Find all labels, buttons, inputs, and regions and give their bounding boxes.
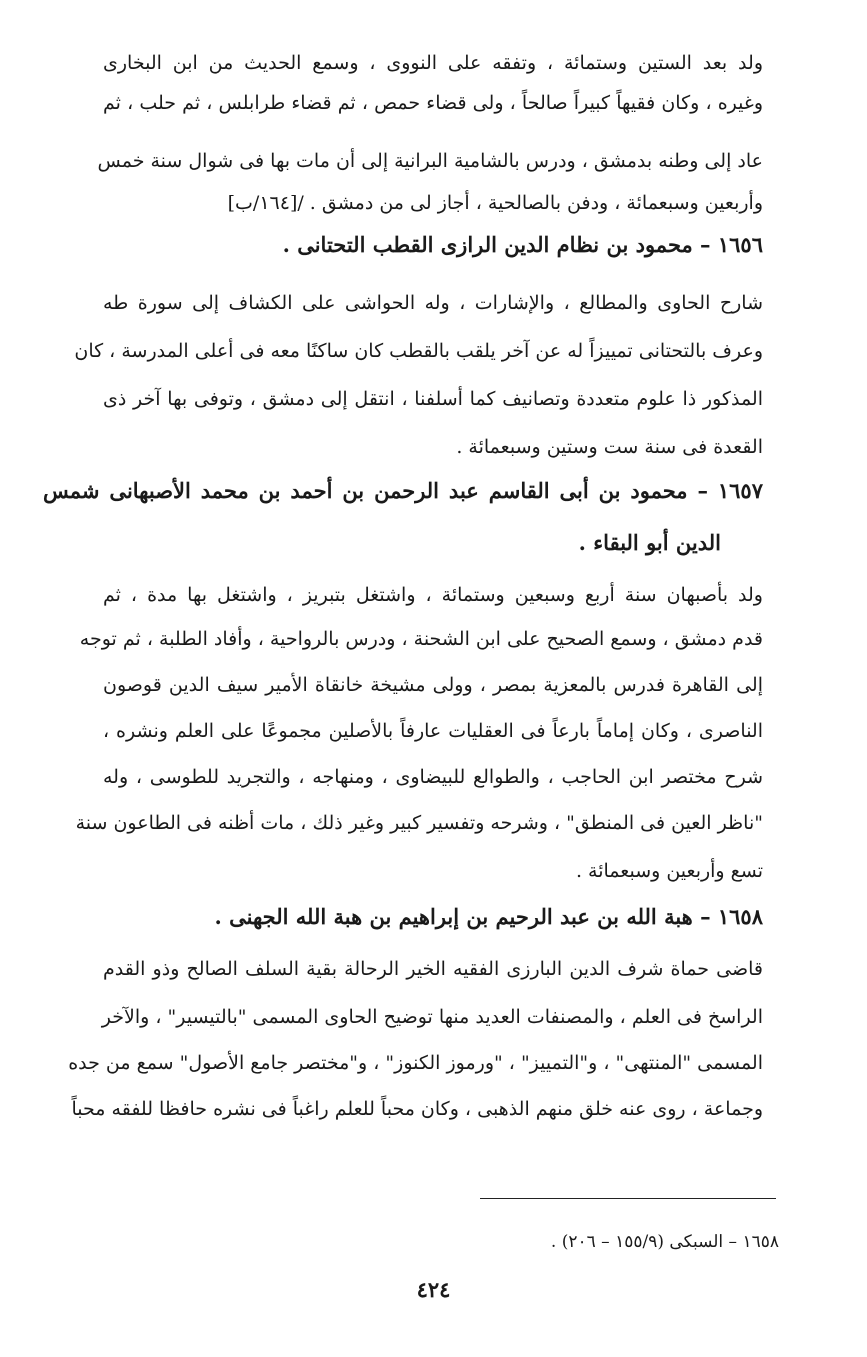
text-line: ولد بعد الستين وستمائة ، وتفقه على النووى ، وسمع الحديث من ابن البخارى — [103, 52, 763, 74]
text-line: وأربعين وسبعمائة ، ودفن بالصالحية ، أجاز لى من دمشق . /[١٦٤/ب] — [227, 192, 763, 214]
text-line: المسمى "المنتهى" ، و"التمييز" ، "ورموز الكنوز" ، و"مختصر جامع الأصول" سمع من جده — [68, 1052, 763, 1074]
text-line: وعرف بالتحتانى تمييزاً له عن آخر يلقب بالقطب كان ساكنًا معه فى أعلى المدرسة ، كان — [74, 340, 763, 362]
text-line: الراسخ فى العلم ، والمصنفات العديد منها توضيح الحاوى المسمى "بالتيسير" ، والآخر — [101, 1006, 763, 1028]
text-line: القعدة فى سنة ست وستين وسبعمائة . — [456, 436, 763, 458]
entry-heading-1658: ١٦٥٨ – هبة الله بن عبد الرحيم بن إبراهيم بن هبة الله الجهنى . — [214, 904, 763, 929]
page-number: ٤٢٤ — [416, 1277, 451, 1302]
entry-heading-1657: ١٦٥٧ – محمود بن أبى القاسم عبد الرحمن بن أحمد بن محمد الأصبهانى شمس — [43, 478, 763, 503]
text-line: الناصرى ، وكان إماماً بارعاً فى العقليات عارفاً بالأصلين مجموعًا على العلم ونشره ، — [103, 720, 763, 742]
text-line: تسع وأربعين وسبعمائة . — [575, 860, 763, 882]
text-line: وجماعة ، روى عنه خلق منهم الذهبى ، وكان محباً للعلم راغباً فى نشره حافظا للفقه محباً — [71, 1098, 763, 1120]
text-line: ولد بأصبهان سنة أربع وسبعين وستمائة ، واشتغل بتبريز ، واشتغل بها مدة ، ثم — [103, 584, 763, 606]
footnote-rule — [480, 1198, 776, 1199]
footnote: ١٦٥٨ – السبكى (١٥٥/٩ – ٢٠٦) . — [550, 1232, 779, 1252]
text-line: قاضى حماة شرف الدين البارزى الفقيه الخير الرحالة بقية السلف الصالح وذو القدم — [103, 958, 763, 980]
text-line: وغيره ، وكان فقيهاً كبيراً صالحاً ، ولى قضاء حمص ، ثم قضاء طرابلس ، ثم حلب ، ثم — [103, 92, 763, 114]
text-line: عاد إلى وطنه بدمشق ، ودرس بالشامية البرانية إلى أن مات بها فى شوال سنة خمس — [97, 150, 763, 172]
text-line: قدم دمشق ، وسمع الصحيح على ابن الشحنة ، ودرس بالرواحية ، وأفاد الطلبة ، ثم توجه — [79, 628, 763, 650]
entry-heading-1656: ١٦٥٦ – محمود بن نظام الدين الرازى القطب التحتانى . — [282, 232, 763, 257]
entry-heading-1657-cont: الدين أبو البقاء . — [578, 530, 721, 555]
text-line: "ناظر العين فى المنطق" ، وشرحه وتفسير كبير وغير ذلك ، مات أظنه فى الطاعون سنة — [75, 812, 763, 834]
text-line: شرح مختصر ابن الحاجب ، والطوالع للبيضاوى ، ومنهاجه ، والتجريد للطوسى ، وله — [103, 766, 763, 788]
text-line: شارح الحاوى والمطالع ، والإشارات ، وله الحواشى على الكشاف إلى سورة طه — [103, 292, 763, 314]
text-line: المذكور ذا علوم متعددة وتصانيف كما أسلفنا ، انتقل إلى دمشق ، وتوفى بها آخر ذى — [103, 388, 763, 410]
text-line: إلى القاهرة فدرس بالمعزية بمصر ، وولى مشيخة خانقاة الأمير سيف الدين قوصون — [103, 674, 763, 696]
